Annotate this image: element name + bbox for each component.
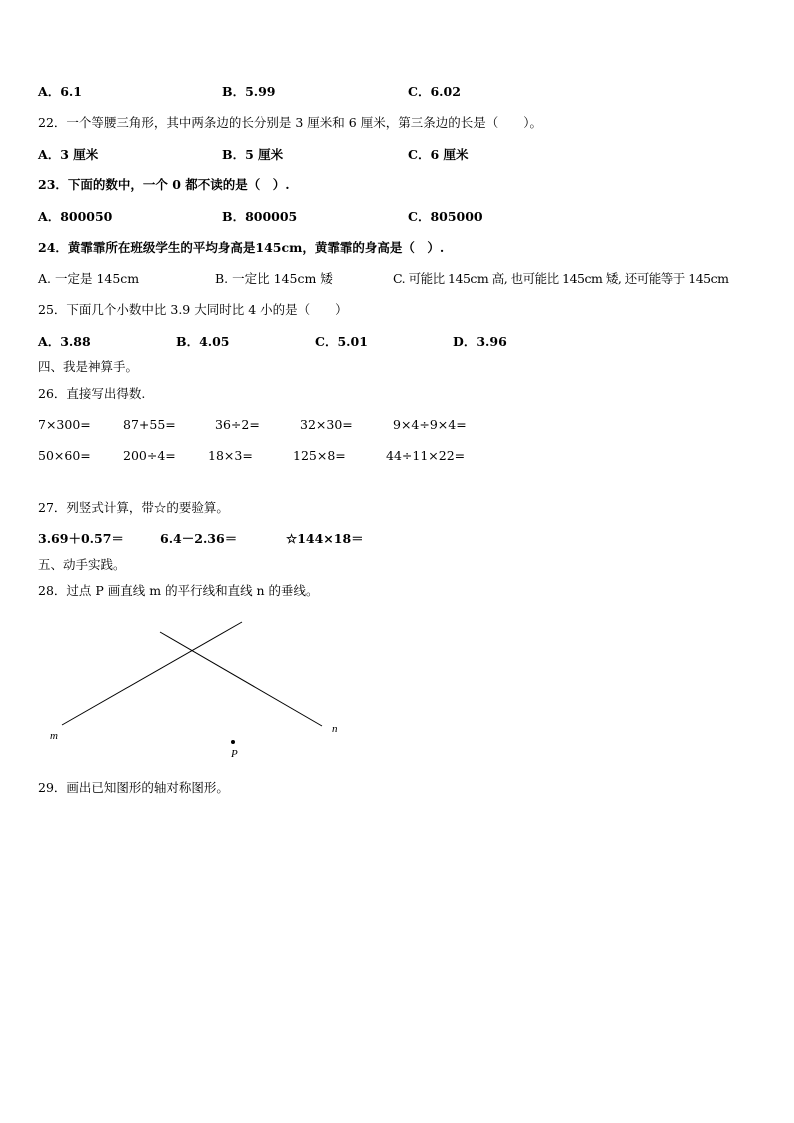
- q25-option-a: A．3.88: [38, 334, 91, 349]
- q24-option-c: C. 可能比 145cm 高, 也可能比 145cm 矮, 还可能等于 145cm: [393, 271, 729, 286]
- q26-row2-item: 44÷11×22=: [386, 448, 466, 463]
- line-m: [62, 622, 242, 725]
- q27-item: 3.69＋0.57＝: [38, 531, 124, 546]
- q25-option-d: D．3.96: [453, 334, 507, 349]
- q28-lines-figure: [40, 614, 360, 764]
- q26-row1-item: 32×30=: [300, 417, 353, 432]
- q26-row1-item: 7×300=: [38, 417, 91, 432]
- line-n: [160, 632, 322, 726]
- q22-option-b: B．5 厘米: [222, 147, 284, 162]
- q24-question: 24．黄霏霏所在班级学生的平均身高是145cm，黄霏霏的身高是（ ）.: [38, 240, 445, 255]
- q24-option-b: B. 一定比 145cm 矮: [215, 271, 333, 286]
- q22-question: 22．一个等腰三角形，其中两条边的长分别是 3 厘米和 6 厘米，第三条边的长是（ ）。: [38, 115, 542, 130]
- section-5-heading: 五、动手实践。: [38, 557, 126, 572]
- q26-row2-item: 125×8=: [293, 448, 346, 463]
- q26-row1-item: 9×4÷9×4=: [393, 417, 467, 432]
- q23-question: 23．下面的数中，一个 0 都不读的是（ ）.: [38, 177, 290, 192]
- q26-row2-item: 50×60=: [38, 448, 91, 463]
- label-p: P: [231, 748, 238, 760]
- q25-question: 25．下面几个小数中比 3.9 大同时比 4 小的是（ ）: [38, 302, 348, 317]
- section-4-heading: 四、我是神算手。: [38, 359, 139, 374]
- q25-option-c: C．5.01: [315, 334, 368, 349]
- q21-option-c: C．6.02: [408, 84, 461, 99]
- q26-row2-item: 200÷4=: [123, 448, 176, 463]
- q22-option-a: A．3 厘米: [38, 147, 99, 162]
- q23-option-a: A．800050: [38, 209, 113, 224]
- q24-option-a: A. 一定是 145cm: [38, 271, 140, 286]
- q28-question: 28．过点 P 画直线 m 的平行线和直线 n 的垂线。: [38, 583, 319, 598]
- q25-option-b: B．4.05: [176, 334, 230, 349]
- q27-item: ☆144×18＝: [286, 531, 364, 546]
- q27-question: 27．列竖式计算，带☆的要验算。: [38, 500, 229, 515]
- q21-option-b: B．5.99: [222, 84, 276, 99]
- label-n: n: [332, 723, 338, 735]
- q22-option-c: C．6 厘米: [408, 147, 469, 162]
- q26-question: 26．直接写出得数.: [38, 386, 146, 401]
- q29-question: 29．画出已知图形的轴对称图形。: [38, 780, 229, 795]
- point-p: [231, 740, 235, 744]
- q23-option-b: B．800005: [222, 209, 298, 224]
- q21-option-a: A．6.1: [38, 84, 82, 99]
- q26-row1-item: 87+55=: [123, 417, 176, 432]
- q26-row1-item: 36÷2=: [215, 417, 260, 432]
- q23-option-c: C．805000: [408, 209, 483, 224]
- q27-item: 6.4－2.36＝: [160, 531, 238, 546]
- q26-row2-item: 18×3=: [208, 448, 253, 463]
- label-m: m: [50, 730, 58, 742]
